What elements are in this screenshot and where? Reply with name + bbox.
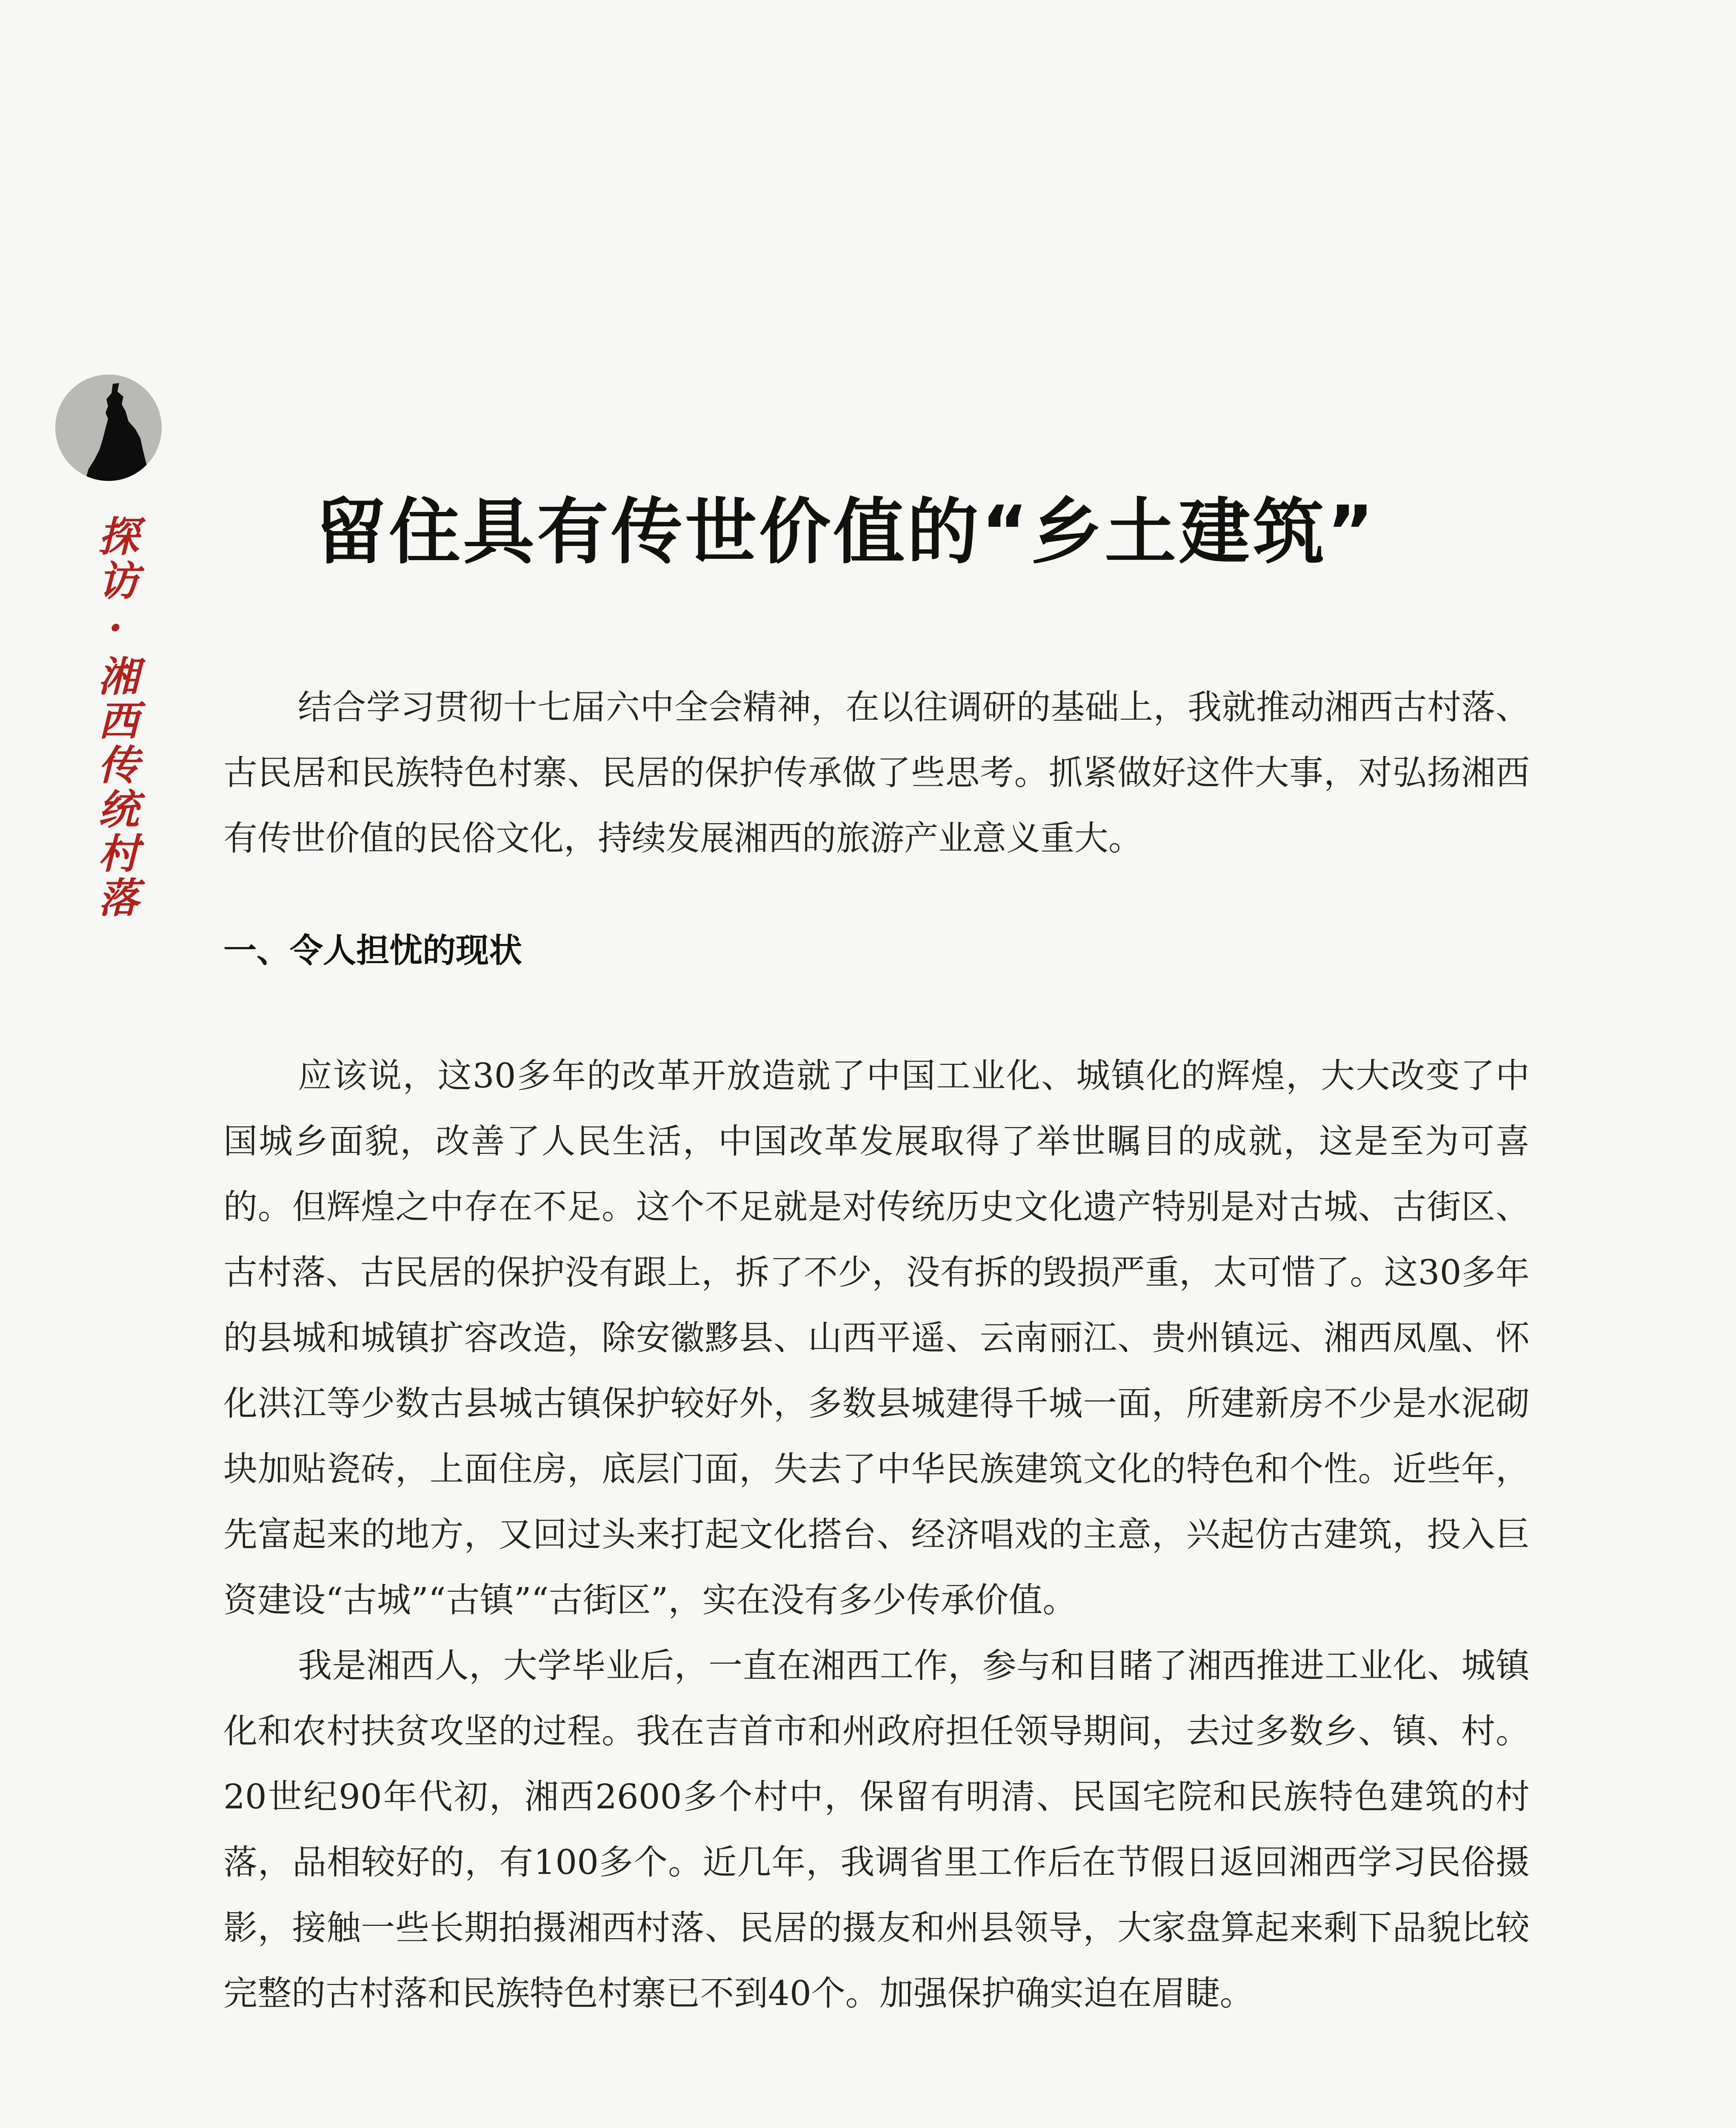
article-title: 留住具有传世价值的“乡土建筑” xyxy=(315,490,1376,574)
article-body xyxy=(223,675,1530,2026)
body-paragraph-1: 应该说，这30多年的改革开放造就了中国工业化、城镇化的辉煌，大大改变了中国城乡面貌，改善了人民生活，中国改革发展取得了举世瞩目的成就，这是至为可喜的。但辉煌之中存在不足。这个不足就是对传统历史文化遗产特别是对古城、古街区、古村落、古民居的保护没有跟上，拆了不少，没有拆的毁损严重，太可惜了。这30多年的县城和城镇扩容改造，除安徽黟县、山西平遥、云南丽江、贵州镇远、湘西凤凰、怀化洪江等少数古县城古镇保护较好外，多数县城建得千城一面，所建新房不少是水泥砌块加贴瓷砖，上面住房，底层门面，失去了中华民族建筑文化的特色和个性。近些年，先富起来的地方，又回过头来打起文化搭台、经济唱戏的主意，兴起仿古建筑，投入巨资建设“古城”“古镇”“古街区”，实在没有多少传承价值。 xyxy=(223,1056,1530,1620)
left-decoration xyxy=(55,375,166,970)
silhouette-logo-icon xyxy=(55,375,162,481)
vertical-series-title: 探访·湘西传统村落 xyxy=(91,515,140,921)
body-paragraph-2: 我是湘西人，大学毕业后，一直在湘西工作，参与和目睹了湘西推进工业化、城镇化和农村扶贫攻坚的过程。我在吉首市和州政府担任领导期间，去过多数乡、镇、村。20世纪90年代初，湘西2600多个村中，保留有明清、民国宅院和民族特色建筑的村落，品相较好的，有100多个。近几年，我调省里工作后在节假日返回湘西学习民俗摄影，接触一些长期拍摄湘西村落、民居的摄友和州县领导，大家盘算起来剩下品貌比较完整的古村落和民族特色村寨已不到40个。加强保护确实迫在眉睫。 xyxy=(223,1646,1530,2013)
intro-paragraph: 结合学习贯彻十七届六中全会精神，在以往调研的基础上，我就推动湘西古村落、古民居和民族特色村寨、民居的保护传承做了些思考。抓紧做好这件大事，对弘扬湘西有传世价值的民俗文化，持续发展湘西的旅游产业意义重大。 xyxy=(223,687,1530,858)
section-heading: 一、令人担忧的现状 xyxy=(223,932,523,970)
silhouette-figure-icon xyxy=(55,375,162,481)
